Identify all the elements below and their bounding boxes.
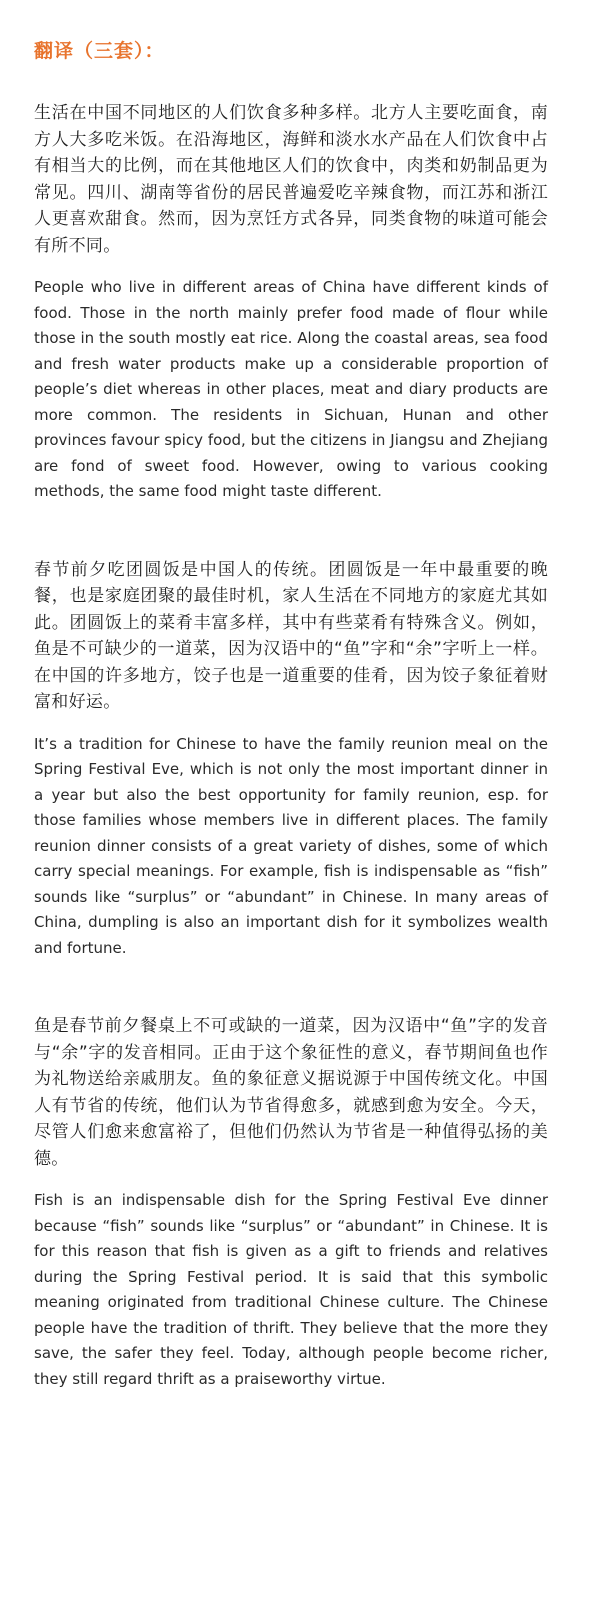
passage-2-english: It’s a tradition for Chinese to have the family reunion meal on the Spring Festival Eve, which is not only the most important dinner in a year but also the best opportunity for family reunion, esp. for those families whose members live in different places. The family reunion dinner consists of a great variety of dishes, some of which carry special meanings. For example, fish is indispensable as “fish” sounds like “surplus” or “abundant” in Chinese. In many areas of China, dumpling is also an important dish for it symbolizes wealth and fortune.: [34, 734, 548, 957]
passage-3-chinese: 鱼是春节前夕餐桌上不可或缺的一道菜，因为汉语中“鱼”字的发音与“余”字的发音相同。正由于这个象征性的意义，春节期间鱼也作为礼物送给亲戚朋友。鱼的象征意义据说源于中国传统文化。中国人有节省的传统，他们认为节省得愈多，就感到愈为安全。今天，尽管人们愈来愈富裕了，但他们仍然认为节省是一种值得弘扬的美德。: [34, 1016, 548, 1169]
passage-3: [34, 1013, 548, 1392]
passage-1-english: People who live in different areas of China have different kinds of food. Those in the north mainly prefer food made of flour while those in the south mostly eat rice. Along the coastal areas, sea food and fresh water products make up a considerable proportion of people’s diet whereas in other places, meat and diary products are more common. The residents in Sichuan, Hunan and other provinces favour spicy food, but the citizens in Jiangsu and Zhejiang are fond of sweet food. However, owing to various cooking methods, the same food might taste different.: [34, 278, 548, 500]
section-heading: 翻译（三套）：: [34, 40, 165, 62]
passage-2-chinese: 春节前夕吃团圆饭是中国人的传统。团圆饭是一年中最重要的晚餐，也是家庭团聚的最佳时机，家人生活在不同地方的家庭尤其如此。团圆饭上的菜肴丰富多样，其中有些菜肴有特殊含义。例如，鱼是不可缺少的一道菜，因为汉语中的“鱼”字和“余”字听上一样。在中国的许多地方，饺子也是一道重要的佳肴，因为饺子象征着财富和好运。: [34, 559, 548, 712]
passage-2: [34, 557, 548, 962]
passage-1: [34, 100, 548, 505]
passage-1-chinese: 生活在中国不同地区的人们饮食多种多样。北方人主要吃面食，南方人大多吃米饭。在沿海地区，海鲜和淡水水产品在人们饮食中占有相当大的比例，而在其他地区人们的饮食中，肉类和奶制品更为常见。四川、湖南等省份的居民普遍爱吃辛辣食物，而江苏和浙江人更喜欢甜食。然而，因为烹饪方式各异，同类食物的味道可能会有所不同。: [34, 103, 548, 256]
passage-3-english: Fish is an indispensable dish for the Spring Festival Eve dinner because “fish” sounds like “surplus” or “abundant” in Chinese. It is for this reason that fish is given as a gift to friends and relatives during the Spring Festival period. It is said that this symbolic meaning originated from traditional Chinese culture. The Chinese people have the tradition of thrift. They believe that the more they save, the safer they feel. Today, although people become richer, they still regard thrift as a praiseworthy virtue.: [34, 1191, 548, 1388]
